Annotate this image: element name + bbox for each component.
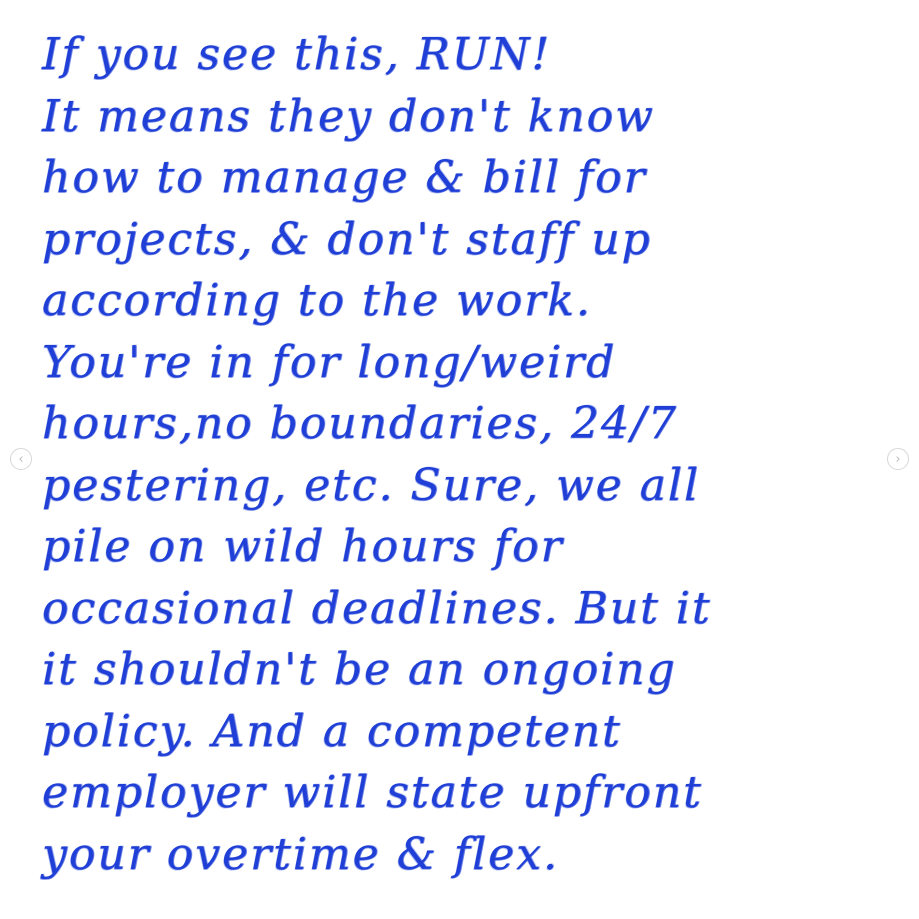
text-line: occasional deadlines. But it: [42, 582, 712, 634]
text-line: projects, & don't staff up: [42, 213, 652, 265]
text-line: according to the work.: [42, 275, 592, 326]
text-line: how to manage & bill for: [42, 152, 647, 203]
text-line: It means they don't know: [42, 90, 655, 142]
text-line: employer will state upfront: [42, 767, 703, 818]
text-line: pestering, etc. Sure, we all: [42, 459, 701, 511]
carousel-prev-button[interactable]: [10, 448, 32, 470]
chevron-left-icon: ‹: [18, 451, 24, 467]
handwritten-text-block: [42, 24, 902, 885]
carousel-next-button[interactable]: [887, 448, 909, 470]
text-line: your overtime & flex.: [42, 828, 559, 880]
text-line: If you see this, RUN!: [42, 29, 552, 80]
text-line: policy. And a competent: [42, 705, 622, 757]
text-line: hours,no boundaries, 24/7: [42, 398, 678, 449]
text-line: pile on wild hours for: [42, 521, 564, 572]
chevron-right-icon: ›: [895, 451, 901, 467]
text-line: it shouldn't be an ongoing: [42, 644, 677, 695]
text-line: You're in for long/weird: [42, 336, 617, 388]
